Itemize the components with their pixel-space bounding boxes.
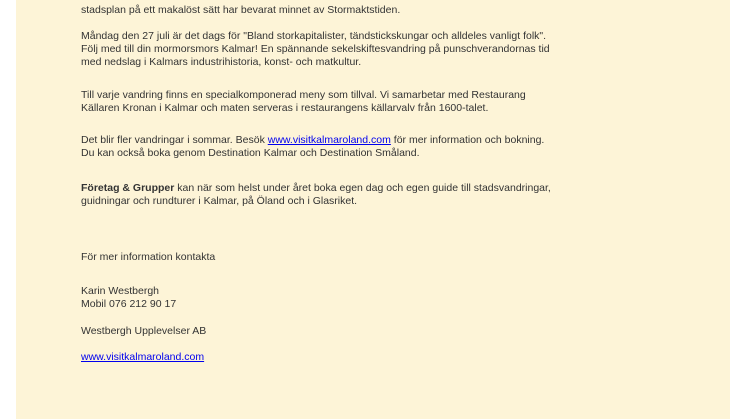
paragraph-line: guidningar och rundturer i Kalmar, på Öland och i Glasriket. <box>81 195 358 207</box>
paragraph-line <box>81 134 544 147</box>
paragraph-menu <box>81 89 526 115</box>
paragraph-line: Källaren Kronan i Kalmar och maten serveras i restaurangens källarvalv från 1600-talet. <box>81 102 489 114</box>
paragraph-line: Du kan också boka genom Destination Kalmar och Destination Småland. <box>81 147 420 159</box>
text-segment: Det blir fler vandringar i sommar. Besök <box>81 134 268 146</box>
contact-name: Karin Westbergh <box>81 285 160 297</box>
paragraph-groups <box>81 182 551 208</box>
paragraph-booking <box>81 134 544 160</box>
contact-intro-text: För mer information kontakta <box>81 251 216 263</box>
text-segment: kan när som helst under året boka egen dag och egen guide till stadsvandringar, <box>174 182 551 194</box>
contact-intro <box>81 251 215 264</box>
contact-website <box>81 351 204 364</box>
contact-company <box>81 325 206 338</box>
text-segment: för mer information och bokning. <box>390 134 545 146</box>
paragraph-line: Måndag den 27 juli är det dags för "Bland storkapitalister, tändstickskungar och alldeles vanligt folk". <box>81 30 547 42</box>
contact-person <box>81 285 176 311</box>
paragraph-line: Till varje vandring finns en specialkomponerad meny som tillval. Vi samarbetar med Restaurang <box>81 89 526 101</box>
contact-company-name: Westbergh Upplevelser AB <box>81 325 207 337</box>
paragraph-line: Följ med till din mormorsmors Kalmar! En spännande sekelskiftesvandring på punschverandornas tid <box>81 43 550 55</box>
paragraph-stadsplan <box>81 4 400 17</box>
visitkalmaroland-link[interactable]: www.visitkalmaroland.com <box>267 134 391 146</box>
paragraph-line: med nedslag i Kalmars industrihistoria, konst- och matkultur. <box>81 56 362 68</box>
contact-website-link[interactable]: www.visitkalmaroland.com <box>81 351 205 363</box>
document-panel <box>16 0 730 419</box>
paragraph-line: stadsplan på ett makalöst sätt har bevarat minnet av Stormaktstiden. <box>81 4 401 16</box>
groups-heading: Företag & Grupper <box>81 182 175 194</box>
contact-phone: Mobil 076 212 90 17 <box>81 298 177 310</box>
paragraph-line <box>81 182 551 195</box>
paragraph-tour-july-27 <box>81 30 550 69</box>
